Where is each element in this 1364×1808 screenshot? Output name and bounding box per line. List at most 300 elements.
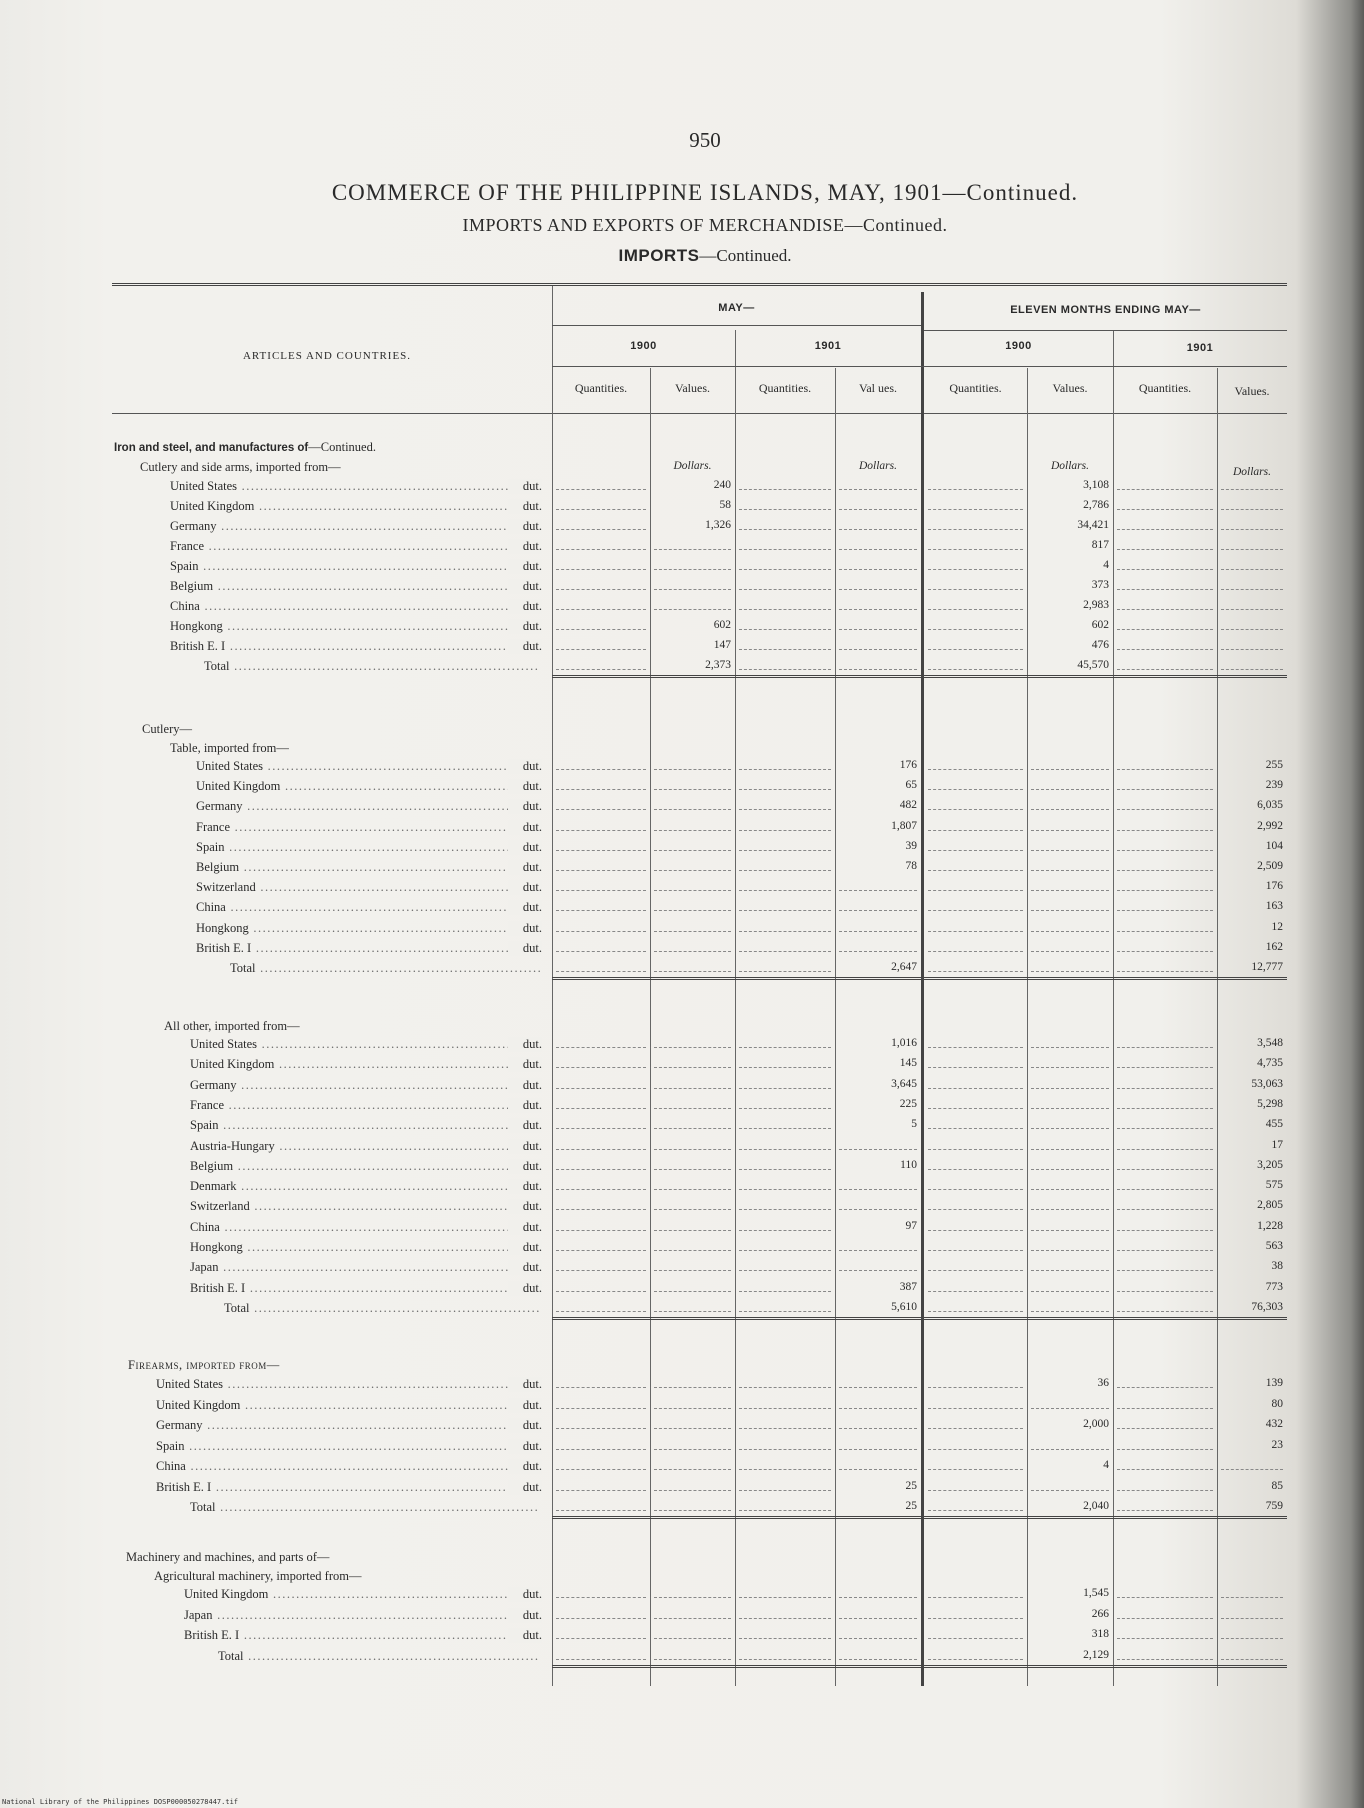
empty-cell bbox=[1031, 1398, 1109, 1409]
iron-steel-heading: Iron and steel, and manufactures of—Continued. bbox=[114, 440, 376, 454]
empty-cell bbox=[839, 479, 917, 490]
empty-cell bbox=[1117, 1139, 1213, 1150]
empty-cell bbox=[739, 1078, 831, 1089]
value-cell: 759 bbox=[1265, 1500, 1283, 1512]
unit-dollars: Dollars. bbox=[1050, 460, 1090, 472]
table-row bbox=[0, 579, 1364, 598]
empty-cell bbox=[1221, 499, 1283, 510]
empty-cell bbox=[556, 539, 646, 550]
empty-cell bbox=[1117, 759, 1213, 770]
duty-suffix: dut. bbox=[508, 1159, 542, 1174]
empty-cell bbox=[739, 1139, 831, 1150]
country-label: Japan ..... bbox=[190, 1260, 510, 1275]
empty-cell bbox=[739, 1418, 831, 1429]
table-row bbox=[0, 1240, 1364, 1259]
table-row bbox=[0, 1587, 1364, 1606]
empty-cell bbox=[1117, 479, 1213, 490]
empty-cell bbox=[1117, 1480, 1213, 1491]
duty-suffix: dut. bbox=[508, 840, 542, 855]
country-label: France ..... bbox=[196, 820, 510, 835]
empty-cell bbox=[928, 1480, 1023, 1491]
empty-cell bbox=[1117, 1037, 1213, 1048]
table-row bbox=[0, 1078, 1364, 1097]
empty-cell bbox=[739, 1500, 831, 1511]
empty-cell bbox=[654, 961, 731, 972]
empty-cell bbox=[928, 1098, 1023, 1109]
value-cell: 240 bbox=[713, 479, 731, 491]
duty-suffix: dut. bbox=[508, 941, 542, 956]
value-cell: 12 bbox=[1271, 920, 1283, 933]
value-cell: 17 bbox=[1271, 1138, 1283, 1151]
empty-cell bbox=[928, 799, 1023, 810]
empty-cell bbox=[654, 1459, 731, 1470]
country-label: Spain ..... bbox=[170, 559, 510, 574]
empty-cell bbox=[556, 1480, 646, 1491]
empty-cell bbox=[654, 921, 731, 932]
empty-cell bbox=[654, 1301, 731, 1312]
duty-suffix: dut. bbox=[508, 1587, 542, 1602]
empty-cell bbox=[839, 1377, 917, 1388]
empty-cell bbox=[1031, 860, 1109, 871]
duty-suffix: dut. bbox=[508, 519, 542, 534]
empty-cell bbox=[654, 1628, 731, 1639]
empty-cell bbox=[556, 1078, 646, 1089]
empty-cell bbox=[739, 1260, 831, 1271]
empty-cell bbox=[654, 1057, 731, 1068]
empty-cell bbox=[1221, 1608, 1283, 1619]
country-label: Germany ..... bbox=[170, 519, 510, 534]
empty-cell bbox=[928, 1220, 1023, 1231]
empty-cell bbox=[556, 1649, 646, 1660]
empty-cell bbox=[839, 599, 917, 610]
value-cell: 225 bbox=[899, 1097, 917, 1110]
duty-suffix: dut. bbox=[508, 1377, 542, 1392]
empty-cell bbox=[1221, 539, 1283, 550]
duty-suffix: dut. bbox=[508, 479, 542, 494]
duty-suffix: dut. bbox=[508, 619, 542, 634]
duty-suffix: dut. bbox=[508, 1139, 542, 1154]
empty-cell bbox=[839, 1649, 917, 1660]
duty-suffix: dut. bbox=[508, 860, 542, 875]
empty-cell bbox=[928, 1118, 1023, 1129]
country-label: Japan ..... bbox=[184, 1608, 510, 1623]
quantities-header: Quantities. bbox=[1138, 381, 1192, 395]
empty-cell bbox=[739, 1037, 831, 1048]
empty-cell bbox=[739, 619, 831, 630]
empty-cell bbox=[839, 1179, 917, 1190]
empty-cell bbox=[739, 1480, 831, 1491]
table-row bbox=[0, 921, 1364, 940]
empty-cell bbox=[739, 1281, 831, 1292]
may-header: MAY— bbox=[718, 302, 755, 314]
empty-cell bbox=[1117, 499, 1213, 510]
empty-cell bbox=[1117, 1439, 1213, 1450]
table-row bbox=[0, 1628, 1364, 1647]
value-cell: 163 bbox=[1265, 900, 1283, 913]
empty-cell bbox=[1031, 759, 1109, 770]
empty-cell bbox=[928, 1459, 1023, 1470]
empty-cell bbox=[839, 639, 917, 650]
value-cell: 5,610 bbox=[891, 1300, 917, 1313]
empty-cell bbox=[654, 941, 731, 952]
duty-suffix: dut. bbox=[508, 900, 542, 915]
duty-suffix: dut. bbox=[508, 579, 542, 594]
value-cell: 147 bbox=[713, 639, 731, 651]
value-cell: 2,647 bbox=[891, 961, 917, 973]
country-label: British E. I ..... bbox=[156, 1480, 510, 1495]
empty-cell bbox=[1117, 860, 1213, 871]
empty-cell bbox=[839, 499, 917, 510]
value-cell: 2,786 bbox=[1083, 499, 1109, 511]
empty-cell bbox=[556, 1220, 646, 1231]
value-cell: 110 bbox=[900, 1158, 917, 1171]
empty-cell bbox=[739, 1439, 831, 1450]
empty-cell bbox=[1117, 1179, 1213, 1190]
header-rule bbox=[552, 325, 921, 326]
empty-cell bbox=[928, 1301, 1023, 1312]
table-row bbox=[0, 1377, 1364, 1396]
empty-cell bbox=[1031, 1179, 1109, 1190]
empty-cell bbox=[1117, 1240, 1213, 1251]
section-subtitle bbox=[0, 246, 1364, 266]
table-row bbox=[0, 499, 1364, 518]
duty-suffix: dut. bbox=[508, 499, 542, 514]
empty-cell bbox=[654, 559, 731, 570]
empty-cell bbox=[556, 1179, 646, 1190]
empty-cell bbox=[1031, 1139, 1109, 1150]
empty-cell bbox=[556, 1377, 646, 1388]
value-cell: 239 bbox=[1265, 779, 1283, 792]
empty-cell bbox=[1221, 619, 1283, 630]
empty-cell bbox=[928, 1159, 1023, 1170]
eleven-months-header: ELEVEN MONTHS ENDING MAY— bbox=[1010, 304, 1201, 316]
empty-cell bbox=[839, 1139, 917, 1150]
empty-cell bbox=[654, 759, 731, 770]
empty-cell bbox=[654, 1281, 731, 1292]
empty-cell bbox=[1031, 921, 1109, 932]
empty-cell bbox=[839, 539, 917, 550]
agricultural-heading: Agricultural machinery, imported from— bbox=[154, 1569, 362, 1583]
value-cell: 602 bbox=[713, 619, 731, 631]
table-row bbox=[0, 1139, 1364, 1158]
empty-cell bbox=[556, 820, 646, 831]
empty-cell bbox=[928, 559, 1023, 570]
empty-cell bbox=[1221, 1459, 1283, 1470]
empty-cell bbox=[928, 1418, 1023, 1429]
duty-suffix: dut. bbox=[508, 759, 542, 774]
value-cell: 39 bbox=[905, 839, 917, 852]
empty-cell bbox=[928, 579, 1023, 590]
value-cell: 139 bbox=[1265, 1377, 1283, 1389]
empty-cell bbox=[928, 1139, 1023, 1150]
empty-cell bbox=[739, 1098, 831, 1109]
country-label: United States ..... bbox=[190, 1037, 510, 1052]
empty-cell bbox=[556, 1139, 646, 1150]
empty-cell bbox=[654, 539, 731, 550]
empty-cell bbox=[739, 1628, 831, 1639]
duty-suffix: dut. bbox=[508, 820, 542, 835]
table-row bbox=[0, 1179, 1364, 1198]
empty-cell bbox=[739, 941, 831, 952]
country-label: United Kingdom ..... bbox=[156, 1398, 510, 1413]
empty-cell bbox=[556, 639, 646, 650]
empty-cell bbox=[739, 1608, 831, 1619]
empty-cell bbox=[556, 599, 646, 610]
empty-cell bbox=[654, 1220, 731, 1231]
empty-cell bbox=[1117, 619, 1213, 630]
empty-cell bbox=[739, 900, 831, 911]
table-row bbox=[0, 860, 1364, 879]
empty-cell bbox=[1031, 799, 1109, 810]
empty-cell bbox=[1117, 779, 1213, 790]
empty-cell bbox=[928, 860, 1023, 871]
empty-cell bbox=[739, 860, 831, 871]
table-row bbox=[0, 941, 1364, 960]
empty-cell bbox=[556, 1098, 646, 1109]
empty-cell bbox=[654, 1179, 731, 1190]
empty-cell bbox=[928, 1398, 1023, 1409]
table-row bbox=[0, 1098, 1364, 1117]
empty-cell bbox=[1117, 1649, 1213, 1660]
empty-cell bbox=[1117, 659, 1213, 670]
table-row bbox=[0, 1398, 1364, 1417]
value-cell: 176 bbox=[899, 759, 917, 771]
country-label: United Kingdom ..... bbox=[190, 1057, 510, 1072]
country-label: Switzerland ..... bbox=[196, 880, 510, 895]
duty-suffix: dut. bbox=[508, 1179, 542, 1194]
empty-cell bbox=[839, 1459, 917, 1470]
empty-cell bbox=[739, 1377, 831, 1388]
table-row bbox=[0, 639, 1364, 658]
empty-cell bbox=[1221, 1649, 1283, 1660]
table-cutlery-heading: Table, imported from— bbox=[170, 741, 289, 755]
empty-cell bbox=[654, 799, 731, 810]
empty-cell bbox=[556, 1260, 646, 1271]
empty-cell bbox=[1031, 820, 1109, 831]
empty-cell bbox=[556, 941, 646, 952]
value-cell: 2,129 bbox=[1083, 1648, 1109, 1661]
table-row bbox=[0, 1480, 1364, 1499]
empty-cell bbox=[1031, 1098, 1109, 1109]
empty-cell bbox=[1031, 941, 1109, 952]
empty-cell bbox=[1117, 840, 1213, 851]
empty-cell bbox=[1117, 820, 1213, 831]
table-row bbox=[0, 1260, 1364, 1279]
empty-cell bbox=[839, 1608, 917, 1619]
duty-suffix: dut. bbox=[508, 1439, 542, 1454]
empty-cell bbox=[739, 880, 831, 891]
value-cell: 65 bbox=[905, 779, 917, 792]
value-cell: 318 bbox=[1091, 1628, 1109, 1640]
empty-cell bbox=[1117, 1281, 1213, 1292]
value-cell: 25 bbox=[905, 1500, 917, 1512]
empty-cell bbox=[654, 1078, 731, 1089]
value-cell: 1,326 bbox=[705, 519, 731, 531]
empty-cell bbox=[1031, 1159, 1109, 1170]
empty-cell bbox=[1031, 1260, 1109, 1271]
table-row bbox=[0, 559, 1364, 578]
duty-suffix: dut. bbox=[508, 1078, 542, 1093]
country-label: British E. I ..... bbox=[184, 1628, 510, 1643]
country-label: Hongkong ..... bbox=[196, 921, 510, 936]
duty-suffix: dut. bbox=[508, 799, 542, 814]
empty-cell bbox=[1117, 539, 1213, 550]
empty-cell bbox=[739, 820, 831, 831]
empty-cell bbox=[928, 1608, 1023, 1619]
values-header: Val ues. bbox=[859, 381, 897, 395]
empty-cell bbox=[556, 499, 646, 510]
page-title: COMMERCE OF THE PHILIPPINE ISLANDS, MAY, 1901—Continued. bbox=[331, 180, 1079, 205]
empty-cell bbox=[839, 941, 917, 952]
total-label: Total ..... bbox=[230, 961, 540, 976]
empty-cell bbox=[1117, 1418, 1213, 1429]
empty-cell bbox=[1117, 1199, 1213, 1210]
empty-cell bbox=[739, 759, 831, 770]
empty-cell bbox=[928, 880, 1023, 891]
year-1901-eleven: 1901 bbox=[1186, 342, 1214, 354]
unit-dollars: Dollars. bbox=[673, 460, 712, 472]
value-cell: 432 bbox=[1265, 1418, 1283, 1430]
country-label: Hongkong ..... bbox=[190, 1240, 510, 1255]
empty-cell bbox=[1117, 921, 1213, 932]
empty-cell bbox=[839, 921, 917, 932]
empty-cell bbox=[1117, 961, 1213, 972]
empty-cell bbox=[556, 759, 646, 770]
values-header: Values. bbox=[1234, 384, 1270, 398]
empty-cell bbox=[654, 880, 731, 891]
duty-suffix: dut. bbox=[508, 559, 542, 574]
value-cell: 53,063 bbox=[1251, 1077, 1283, 1090]
empty-cell bbox=[739, 579, 831, 590]
year-1900-eleven: 1900 bbox=[1005, 340, 1032, 352]
empty-cell bbox=[1117, 1057, 1213, 1068]
country-label: British E. I ..... bbox=[190, 1281, 510, 1296]
empty-cell bbox=[654, 1608, 731, 1619]
table-row bbox=[0, 779, 1364, 798]
empty-cell bbox=[928, 599, 1023, 610]
cutlery-side-arms-heading: Cutlery and side arms, imported from— bbox=[140, 460, 341, 474]
country-label: United States ..... bbox=[156, 1377, 510, 1392]
value-cell: 3,205 bbox=[1257, 1158, 1283, 1171]
empty-cell bbox=[839, 1199, 917, 1210]
header-rule bbox=[924, 330, 1287, 331]
country-label: United Kingdom ..... bbox=[170, 499, 510, 514]
empty-cell bbox=[654, 1439, 731, 1450]
empty-cell bbox=[556, 880, 646, 891]
empty-cell bbox=[739, 1118, 831, 1129]
empty-cell bbox=[739, 779, 831, 790]
empty-cell bbox=[739, 961, 831, 972]
unit-dollars: Dollars. bbox=[858, 460, 898, 472]
table-row bbox=[0, 840, 1364, 859]
value-cell: 38 bbox=[1271, 1260, 1283, 1273]
empty-cell bbox=[928, 499, 1023, 510]
total-label: Total ..... bbox=[224, 1301, 540, 1316]
country-label: British E. I ..... bbox=[196, 941, 510, 956]
value-cell: 176 bbox=[1265, 880, 1283, 893]
empty-cell bbox=[839, 1439, 917, 1450]
value-cell: 162 bbox=[1265, 940, 1283, 953]
empty-cell bbox=[1221, 1587, 1283, 1598]
empty-cell bbox=[654, 1098, 731, 1109]
value-cell: 3,108 bbox=[1083, 479, 1109, 491]
total-rule bbox=[552, 675, 1287, 678]
empty-cell bbox=[1031, 1199, 1109, 1210]
empty-cell bbox=[556, 1608, 646, 1619]
table-row bbox=[0, 1439, 1364, 1458]
unit-dollars: Dollars. bbox=[1232, 466, 1272, 478]
empty-cell bbox=[556, 1240, 646, 1251]
country-label: Belgium ..... bbox=[170, 579, 510, 594]
empty-cell bbox=[1117, 1159, 1213, 1170]
table-row bbox=[0, 799, 1364, 818]
empty-cell bbox=[928, 1377, 1023, 1388]
empty-cell bbox=[556, 1418, 646, 1429]
empty-cell bbox=[556, 1301, 646, 1312]
country-label: Germany ..... bbox=[196, 799, 510, 814]
empty-cell bbox=[654, 1260, 731, 1271]
empty-cell bbox=[739, 479, 831, 490]
value-cell: 80 bbox=[1271, 1397, 1283, 1410]
empty-cell bbox=[1031, 1078, 1109, 1089]
country-label: United Kingdom ..... bbox=[184, 1587, 510, 1602]
empty-cell bbox=[1117, 1608, 1213, 1619]
value-cell: 78 bbox=[905, 860, 917, 872]
empty-cell bbox=[928, 519, 1023, 530]
table-row bbox=[0, 599, 1364, 618]
country-label: Spain ..... bbox=[196, 840, 510, 855]
empty-cell bbox=[739, 639, 831, 650]
value-cell: 145 bbox=[899, 1057, 917, 1070]
empty-cell bbox=[1031, 1301, 1109, 1312]
table-row bbox=[0, 1608, 1364, 1627]
empty-cell bbox=[928, 1078, 1023, 1089]
empty-cell bbox=[654, 840, 731, 851]
empty-cell bbox=[839, 1628, 917, 1639]
empty-cell bbox=[1117, 880, 1213, 891]
empty-cell bbox=[839, 579, 917, 590]
value-cell: 575 bbox=[1265, 1179, 1283, 1192]
empty-cell bbox=[556, 1439, 646, 1450]
empty-cell bbox=[556, 1118, 646, 1129]
empty-cell bbox=[556, 1459, 646, 1470]
empty-cell bbox=[739, 1587, 831, 1598]
value-cell: 3,645 bbox=[891, 1077, 917, 1090]
year-1900-may: 1900 bbox=[630, 340, 657, 352]
empty-cell bbox=[928, 539, 1023, 550]
empty-cell bbox=[739, 1240, 831, 1251]
empty-cell bbox=[1117, 1078, 1213, 1089]
value-cell: 1,228 bbox=[1257, 1219, 1283, 1232]
value-cell: 104 bbox=[1265, 839, 1283, 852]
value-cell: 2,040 bbox=[1083, 1500, 1109, 1512]
machinery-heading: Machinery and machines, and parts of— bbox=[126, 1550, 330, 1564]
empty-cell bbox=[928, 479, 1023, 490]
empty-cell bbox=[928, 1037, 1023, 1048]
duty-suffix: dut. bbox=[508, 921, 542, 936]
empty-cell bbox=[1221, 659, 1283, 670]
duty-suffix: dut. bbox=[508, 539, 542, 554]
table-row bbox=[0, 1199, 1364, 1218]
header-bottom-rule bbox=[112, 413, 1287, 414]
duty-suffix: dut. bbox=[508, 1281, 542, 1296]
empty-cell bbox=[839, 1587, 917, 1598]
country-label: Denmark ..... bbox=[190, 1179, 510, 1194]
empty-cell bbox=[839, 900, 917, 911]
table-row bbox=[0, 519, 1364, 538]
imports-continued: —Continued. bbox=[699, 246, 792, 265]
values-header: Values. bbox=[1052, 381, 1088, 395]
